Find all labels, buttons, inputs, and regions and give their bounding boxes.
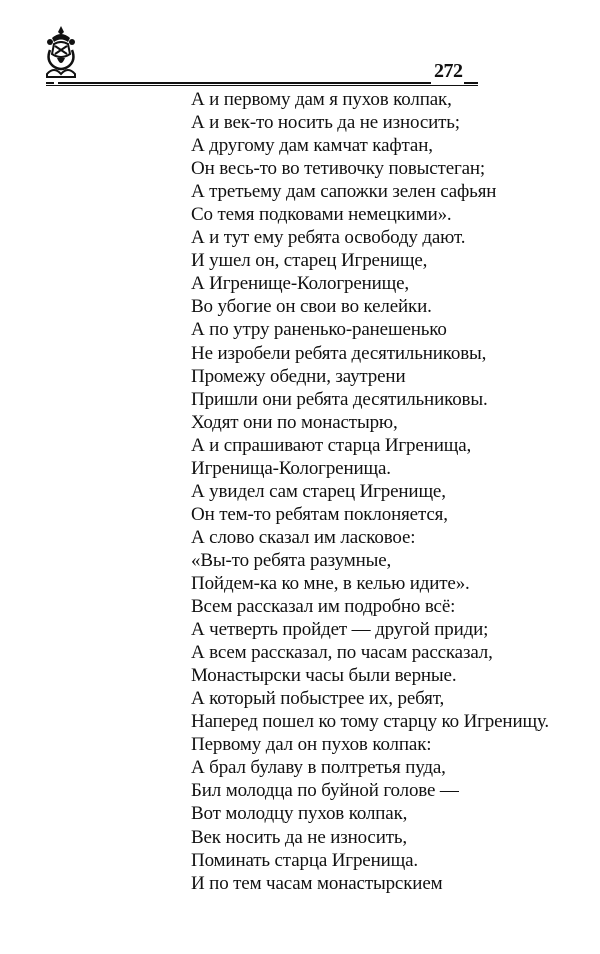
text-line: И ушел он, старец Игренище,	[191, 250, 428, 272]
text-line: Пойдем-ка ко мне, в келью идите».	[191, 572, 470, 594]
text-line: А всем рассказал, по часам рассказал,	[191, 642, 493, 664]
text-line: Со темя подковами немецкими».	[191, 204, 452, 226]
header-rule	[58, 82, 431, 84]
text-line: «Вы-то ребята разумные,	[191, 549, 392, 571]
text-line: Бил молодца по буйной голове —	[191, 780, 459, 802]
text-line: Ходят они по монастырю,	[191, 411, 398, 433]
text-line: А Игренище-Кологренище,	[191, 273, 410, 295]
text-line: А и спрашивают старца Игренища,	[191, 434, 472, 456]
text-line: Не изробели ребята десятильниковы,	[191, 342, 487, 364]
text-line: Промежу обедни, заутрени	[191, 365, 406, 387]
text-line: А третьему дам сапожки зелен сафьян	[191, 181, 497, 203]
text-line: Наперед пошел ко тому старцу ко Игренищу.	[191, 711, 549, 733]
text-line: Пришли они ребята десятильниковы.	[191, 388, 488, 410]
text-line: Он тем-то ребятам поклоняется,	[191, 503, 448, 525]
text-line: Вот молодцу пухов колпак,	[191, 803, 408, 825]
text-line: А и век-то носить да не износить;	[191, 112, 460, 134]
ornament-logo-icon	[44, 24, 78, 80]
text-line: А слово сказал им ласковое:	[191, 526, 416, 548]
text-line: Первому дал он пухов колпак:	[191, 734, 432, 756]
text-line: Век носить да не износить,	[191, 826, 407, 848]
text-line: А увидел сам старец Игренище,	[191, 480, 446, 502]
text-line: А другому дам камчат кафтан,	[191, 135, 433, 157]
text-line: А и тут ему ребята освободу дают.	[191, 227, 466, 249]
page-number: 272	[434, 60, 463, 82]
header-rule-thin	[46, 85, 478, 86]
text-line: Поминать старца Игренища.	[191, 849, 418, 871]
text-line: Во убогие он свои во келейки.	[191, 296, 432, 318]
text-line: Он весь-то во тетивочку повыстеган;	[191, 158, 486, 180]
poem-text	[191, 88, 549, 895]
header-rule-left	[46, 82, 54, 84]
text-line: А четверть пройдет — другой приди;	[191, 619, 489, 641]
text-line: А брал булаву в полтретья пуда,	[191, 757, 446, 779]
text-line: А который побыстрее их, ребят,	[191, 688, 445, 710]
text-line: А и первому дам я пухов колпак,	[191, 89, 452, 110]
header-rule-right	[464, 82, 478, 84]
text-line: Игренища-Кологренища.	[191, 457, 391, 479]
text-line: И по тем часам монастырскием	[191, 872, 443, 894]
text-line: Монастырски часы были верные.	[191, 665, 457, 687]
text-line: Всем рассказал им подробно всё:	[191, 596, 456, 618]
text-line: А по утру раненько-ранешенько	[191, 319, 447, 341]
